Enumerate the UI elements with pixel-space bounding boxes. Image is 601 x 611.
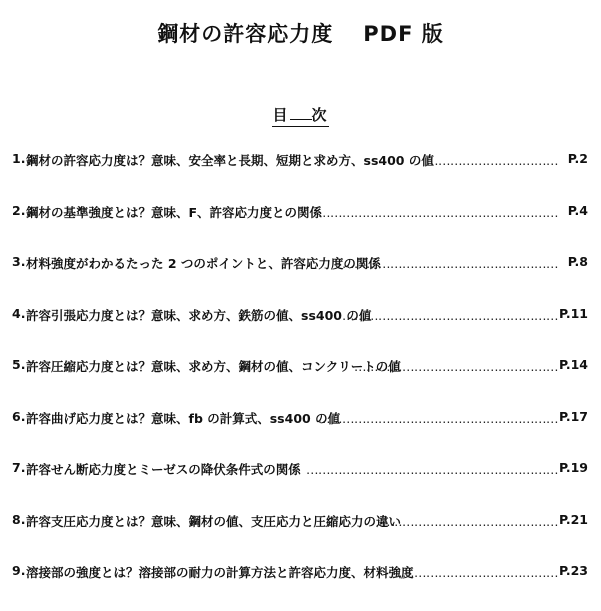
toc-entry-label: 材料強度がわかるたった 2 つのポイントと、許容応力度の関係 [26,256,381,271]
toc-entry-number: 2. [12,202,26,218]
toc-entry-number: 9. [12,563,26,578]
toc-entry-label: 許容曲げ応力度とは？意味、fb の計算式、ss400 の値 [26,410,341,426]
toc-entry[interactable] [12,199,588,251]
toc-entry[interactable] [12,302,588,354]
toc-entry-leader: ……………………………………………………… [306,462,558,477]
toc-heading-part-b: 次 [312,106,329,127]
toc-entry-number: 7. [12,460,26,475]
toc-entry-label: 溶接部の強度とは？溶接部の耐力の計算方法と許容応力度、材料強度 [26,565,414,580]
toc-entry-number: 5. [12,357,26,372]
toc-entry-leader: …………………………………………… [354,359,558,374]
toc-entry-number: 8. [12,511,26,527]
toc-entry[interactable] [12,405,588,457]
toc-entry-number: 6. [12,408,26,424]
document-title-text: 鋼材の許容応力度 [157,22,334,46]
toc-entry-label: 鋼材の基準強度とは？意味、F、許容応力度との関係 [26,204,323,220]
toc-heading-part-a: 目 [272,106,289,127]
toc-entry[interactable] [12,559,588,611]
toc-entry-page: P.2 [567,151,588,166]
toc-entry[interactable] [12,147,588,199]
toc-entry-leader: …………………………… [426,153,558,168]
toc-entry[interactable] [12,353,588,405]
document-title [0,18,601,48]
toc-entry-page: P.14 [558,357,588,372]
toc-entry[interactable] [12,250,588,302]
toc-entry-page: P.21 [558,511,588,527]
document-title-suffix: PDF 版 [363,22,444,46]
toc-entry-page: P.17 [558,408,588,424]
toc-entry-leader: …………………………………………………… [318,410,558,426]
toc-entry-page: P.11 [558,305,588,321]
table-of-contents [12,147,588,611]
toc-entry-leader: ……………………………………………… [342,307,558,323]
toc-entry-number: 3. [12,254,26,269]
toc-entry-leader: …………………………………………………… [318,204,558,220]
toc-heading [0,104,601,125]
toc-heading-underline [272,106,328,127]
toc-entry-leader: ……………………………………… [378,513,558,529]
toc-entry-label: 許容支圧応力度とは？意味、鋼材の値、支圧応力と圧縮応力の違い [26,513,402,529]
toc-entry-page: P.4 [567,202,588,218]
toc-entry-label: 許容せん断応力度とミーゼスの降伏条件式の関係 [26,462,301,477]
toc-entry-number: 4. [12,305,26,321]
toc-entry-page: P.23 [558,563,588,578]
toc-entry[interactable] [12,508,588,560]
toc-entry-leader: …………………………………… [390,565,558,580]
toc-entry[interactable] [12,456,588,508]
toc-entry-leader: ……………………………………………… [342,256,558,271]
toc-entry-label: 許容圧縮応力度とは？意味、求め方、鋼材の値、コンクリートの値 [26,359,401,374]
toc-entry-label: 許容引張応力度とは？意味、求め方、鉄筋の値、ss400 の値 [26,307,372,323]
toc-entry-page: P.19 [558,460,588,475]
toc-entry-label: 鋼材の許容応力度は？意味、安全率と長期、短期と求め方、ss400 の値 [26,153,434,168]
toc-entry-page: P.8 [567,254,588,269]
toc-entry-number: 1. [12,151,26,166]
